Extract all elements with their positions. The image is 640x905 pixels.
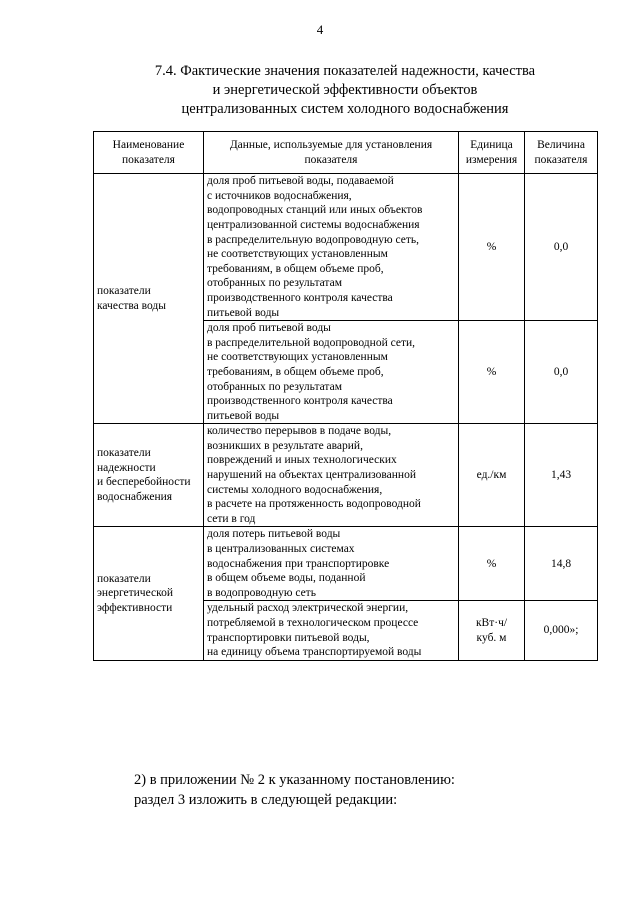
page-number: 4 bbox=[316, 22, 324, 37]
description-line: в централизованных системах bbox=[207, 543, 355, 556]
indicator-unit bbox=[459, 424, 525, 527]
group-name-line: показатели bbox=[97, 285, 151, 298]
description-line: доля потерь питьевой воды bbox=[207, 528, 341, 541]
table-row bbox=[94, 527, 598, 601]
indicator-value: 1,43 bbox=[525, 424, 598, 527]
group-name-line: и бесперебойности bbox=[97, 476, 191, 489]
header-value: Величина показателя bbox=[525, 132, 598, 174]
group-name-line: показатели bbox=[97, 447, 151, 460]
title-line: 7.4. Фактические значения показателей надежности, качества bbox=[154, 63, 536, 79]
description-line: с источников водоснабжения, bbox=[207, 189, 352, 202]
amendment-line: раздел 3 изложить в следующей редакции: bbox=[134, 792, 398, 808]
indicator-value: 0,0 bbox=[525, 321, 598, 424]
description-line: водопроводных станций или иных объектов bbox=[207, 204, 423, 217]
description-line: потребляемой в технологическом процессе bbox=[207, 617, 419, 629]
table-body bbox=[94, 174, 598, 661]
description-line: централизованной системы водоснабжения bbox=[207, 218, 420, 231]
unit-line: ед./км bbox=[476, 469, 507, 482]
amendment-text bbox=[134, 770, 604, 810]
section-title bbox=[95, 62, 595, 119]
description-line: доля проб питьевой воды bbox=[207, 322, 331, 335]
description-line: водоснабжения при транспортировке bbox=[207, 557, 390, 570]
description-line: производственного контроля качества bbox=[207, 395, 393, 408]
description-line: удельный расход электрической энергии, bbox=[207, 602, 409, 615]
title-line: централизованных систем холодного водоснабжения bbox=[181, 101, 509, 117]
indicator-data-description bbox=[204, 601, 459, 660]
description-line: в распределительной водопроводной сети, bbox=[207, 336, 415, 349]
unit-line: % bbox=[486, 240, 497, 253]
header-data-used: Данные, используемые для установления показателя bbox=[204, 132, 459, 174]
description-line: требованиям, в общем объеме проб, bbox=[207, 365, 384, 378]
description-line: производственного контроля качества bbox=[207, 291, 393, 304]
description-line: не соответствующих установленным bbox=[207, 248, 388, 261]
indicator-value: 0,000»; bbox=[525, 601, 598, 660]
unit-line: куб. м bbox=[476, 631, 507, 644]
indicator-data-description bbox=[204, 527, 459, 601]
description-line: нарушений на объектах централизованной bbox=[207, 469, 416, 482]
description-line: требованиям, в общем объеме проб, bbox=[207, 262, 384, 275]
description-line: в распределительную водопроводную сеть, bbox=[207, 233, 419, 246]
unit-line: % bbox=[486, 557, 497, 570]
indicator-value: 14,8 bbox=[525, 527, 598, 601]
description-line: количество перерывов в подаче воды, bbox=[207, 425, 392, 438]
description-line: в общем объеме воды, поданной bbox=[207, 572, 366, 585]
amendment-line: 2) в приложении № 2 к указанному постановлению: bbox=[134, 772, 455, 788]
indicator-unit bbox=[459, 601, 525, 660]
table-row bbox=[94, 174, 598, 321]
indicator-group-name bbox=[94, 424, 204, 527]
description-line: доля проб питьевой воды, подаваемой bbox=[207, 175, 394, 188]
description-line: питьевой воды bbox=[207, 306, 280, 319]
header-unit: Единица измерения bbox=[459, 132, 525, 174]
group-name-line: водоснабжения bbox=[97, 490, 173, 503]
indicator-group-name bbox=[94, 527, 204, 660]
indicators-table bbox=[93, 131, 598, 661]
group-name-line: надежности bbox=[97, 461, 156, 474]
table-row bbox=[94, 424, 598, 527]
description-line: не соответствующих установленным bbox=[207, 351, 388, 364]
description-line: отобранных по результатам bbox=[207, 380, 342, 393]
description-line: транспортировки питьевой воды, bbox=[207, 631, 370, 644]
indicator-data-description bbox=[204, 174, 459, 321]
description-line: отобранных по результатам bbox=[207, 277, 342, 290]
description-line: сети в год bbox=[207, 512, 256, 525]
description-line: возникших в результате аварий, bbox=[207, 439, 363, 452]
unit-line: % bbox=[486, 365, 497, 378]
group-name-line: качества воды bbox=[97, 299, 166, 312]
group-name-line: эффективности bbox=[97, 601, 173, 614]
description-line: на единицу объема транспортируемой воды bbox=[207, 646, 422, 659]
indicator-unit bbox=[459, 321, 525, 424]
header-indicator-name: Наименование показателя bbox=[94, 132, 204, 174]
indicator-data-description bbox=[204, 424, 459, 527]
table-header-row bbox=[94, 132, 598, 174]
description-line: питьевой воды bbox=[207, 409, 280, 422]
description-line: в расчете на протяженность водопроводной bbox=[207, 498, 421, 511]
group-name-line: показатели bbox=[97, 572, 151, 585]
group-name-line: энергетической bbox=[97, 587, 173, 600]
title-line: и энергетической эффективности объектов bbox=[212, 82, 478, 98]
indicator-unit bbox=[459, 527, 525, 601]
indicator-unit bbox=[459, 174, 525, 321]
indicator-value: 0,0 bbox=[525, 174, 598, 321]
indicator-group-name bbox=[94, 174, 204, 424]
description-line: в водопроводную сеть bbox=[207, 586, 316, 599]
indicator-data-description bbox=[204, 321, 459, 424]
unit-line: кВт·ч/ bbox=[475, 617, 508, 629]
description-line: системы холодного водоснабжения, bbox=[207, 483, 383, 496]
description-line: повреждений и иных технологических bbox=[207, 454, 397, 467]
